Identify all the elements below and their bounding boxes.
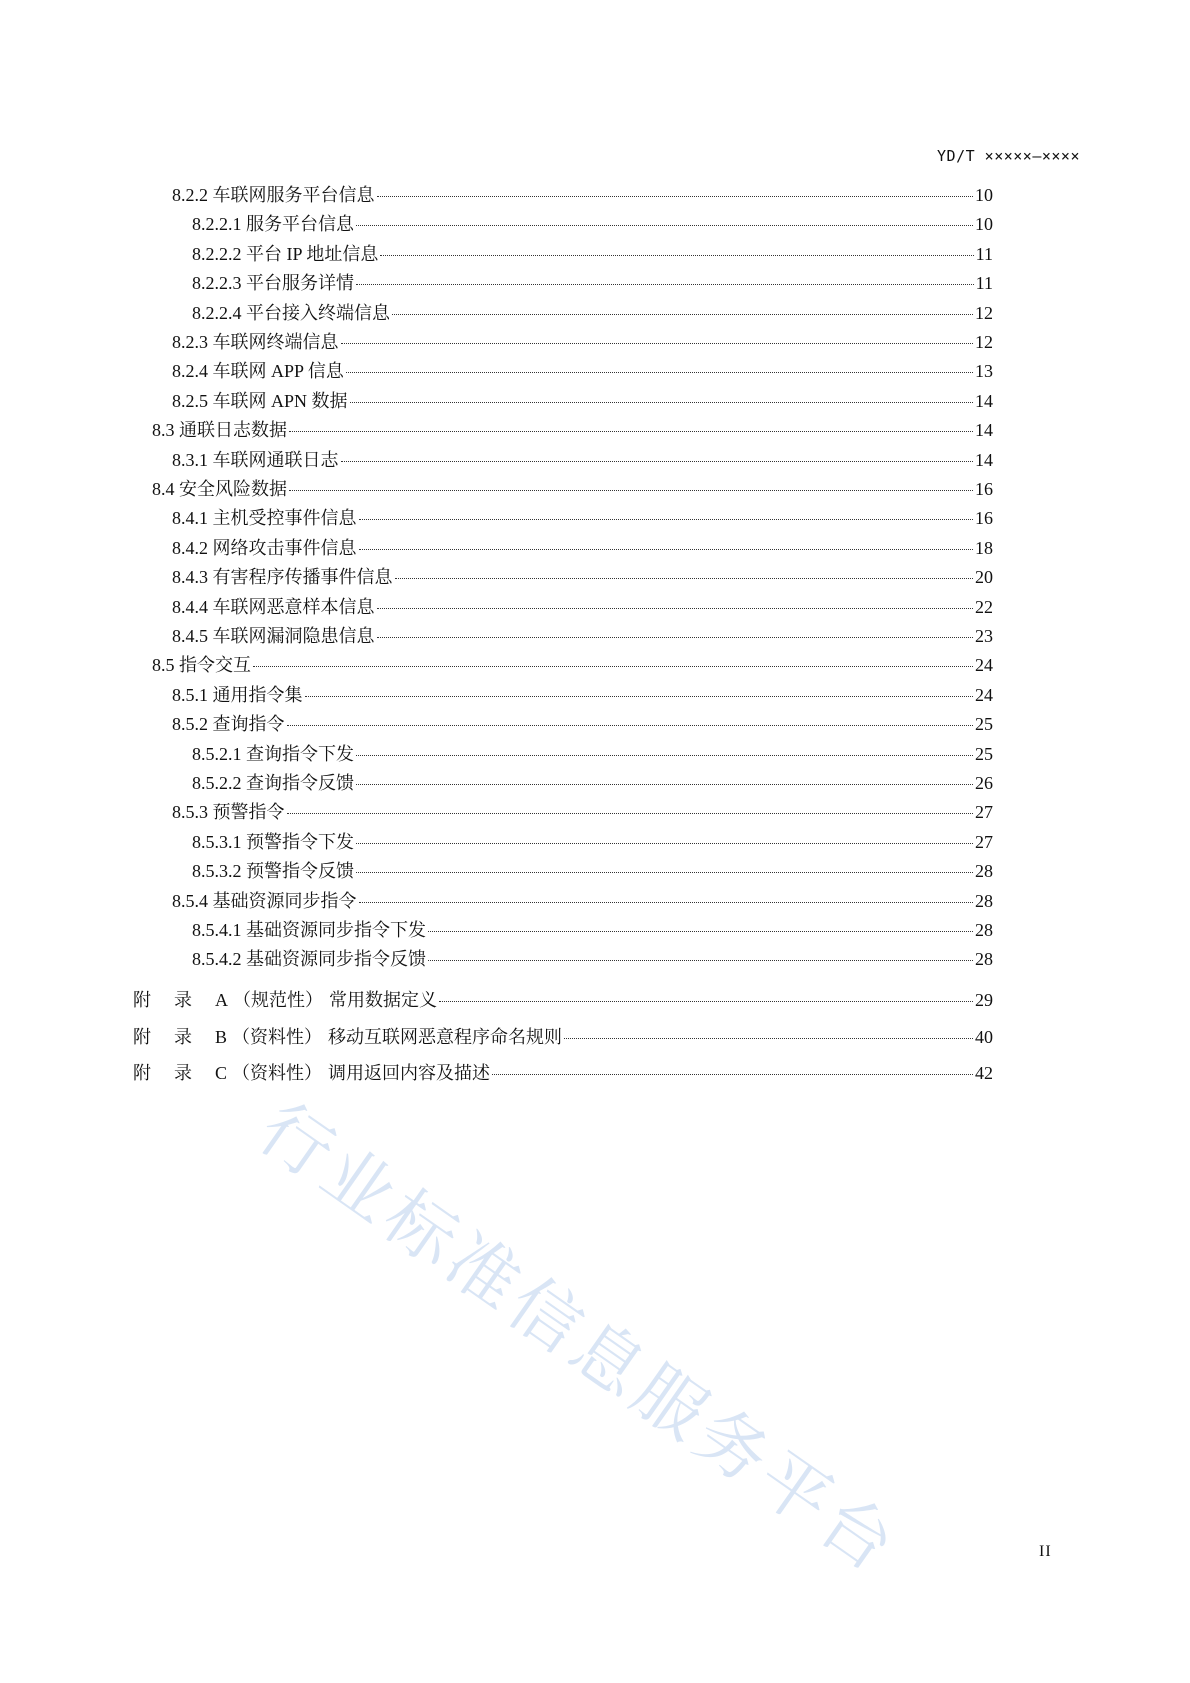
dot-leader: [341, 343, 974, 344]
dot-leader: [359, 519, 974, 520]
toc-entry-page: 16: [975, 508, 993, 529]
toc-entry[interactable]: [192, 769, 993, 800]
toc-appendix-page: 29: [975, 990, 993, 1010]
toc-appendix-page: 40: [975, 1027, 993, 1047]
toc-entry-page: 14: [975, 449, 993, 470]
toc-entry-label: 8.3 通联日志数据: [152, 420, 287, 441]
dot-leader: [356, 784, 973, 785]
toc-entry-label: 8.5.3 预警指令: [172, 802, 285, 823]
dot-leader: [492, 1074, 973, 1075]
toc-entry[interactable]: [192, 945, 993, 976]
toc-entry-label: 8.4.1 主机受控事件信息: [172, 508, 357, 529]
toc-entry[interactable]: [172, 328, 993, 359]
toc-entry[interactable]: [192, 828, 993, 859]
toc-entry-label: 8.2.2.1 服务平台信息: [192, 214, 354, 235]
dot-leader: [428, 931, 973, 932]
toc-entry-label: 8.5.2.2 查询指令反馈: [192, 773, 354, 793]
toc-entry-page: 24: [975, 684, 993, 705]
toc-entry[interactable]: [152, 651, 993, 682]
toc-entry-label: 8.2.2.4 平台接入终端信息: [192, 302, 390, 323]
toc-entry-label: 8.5.4.1 基础资源同步指令下发: [192, 920, 426, 940]
toc-entry-label: 8.2.3 车联网终端信息: [172, 332, 339, 352]
dot-leader: [439, 1001, 973, 1002]
toc-entry-label: 8.2.5 车联网 APN 数据: [172, 390, 348, 411]
toc-appendix-entry[interactable]: [133, 1023, 993, 1054]
appendix-prefix: 附: [133, 1027, 151, 1047]
toc-entry[interactable]: [172, 681, 993, 712]
toc-entry-page: 25: [975, 714, 993, 735]
dot-leader: [289, 431, 973, 432]
toc-entry-label: 8.2.4 车联网 APP 信息: [172, 361, 344, 382]
toc-entry-page: 25: [975, 743, 993, 764]
appendix-title: 常用数据定义: [329, 990, 437, 1010]
dot-leader: [305, 696, 974, 697]
dot-leader: [428, 960, 973, 961]
dot-leader: [356, 284, 974, 285]
appendix-letter: C: [215, 1063, 228, 1083]
toc-appendix-entry[interactable]: [133, 986, 993, 1017]
page-number: II: [1039, 1543, 1052, 1560]
dot-leader: [564, 1038, 973, 1039]
appendix-word: 录: [174, 1063, 192, 1083]
toc-appendix-label: [133, 1059, 490, 1085]
dot-leader: [341, 461, 974, 462]
toc-entry-page: 22: [975, 596, 993, 617]
dot-leader: [253, 666, 973, 667]
appendix-word: 录: [174, 1027, 192, 1047]
watermark: 行业标准信息服务平台: [244, 1087, 914, 1591]
appendix-nature: （资料性）: [232, 1027, 323, 1047]
toc-entry-page: 14: [975, 420, 993, 441]
toc-entry[interactable]: [172, 887, 993, 918]
toc-entry[interactable]: [192, 210, 993, 241]
dot-leader: [346, 372, 973, 373]
standard-code: YD/T ×××××—××××: [937, 147, 1080, 165]
toc-entry-page: 23: [975, 626, 993, 646]
toc-entry-label: 8.4 安全风险数据: [152, 479, 287, 499]
toc-appendix-page: 42: [975, 1063, 993, 1083]
toc-entry-label: 8.5.3.2 预警指令反馈: [192, 861, 354, 882]
toc-entry-page: 11: [975, 273, 993, 294]
toc-entry-label: 8.4.3 有害程序传播事件信息: [172, 567, 393, 588]
toc-entry[interactable]: [192, 240, 993, 271]
toc-entry[interactable]: [172, 798, 993, 829]
dot-leader: [356, 843, 973, 844]
toc-entry-label: 8.4.4 车联网恶意样本信息: [172, 596, 375, 617]
toc-entry-page: 16: [975, 479, 993, 499]
toc-entry-page: 24: [975, 655, 993, 676]
toc-entry-label: 8.3.1 车联网通联日志: [172, 449, 339, 470]
toc-entry-page: 28: [975, 890, 993, 911]
dot-leader: [377, 608, 974, 609]
dot-leader: [377, 637, 974, 638]
toc-entry-page: 12: [975, 332, 993, 352]
toc-entry-page: 14: [975, 390, 993, 411]
toc-entry-label: 8.2.2.2 平台 IP 地址信息: [192, 243, 379, 264]
toc-appendix-label: [133, 1023, 562, 1049]
toc-entry-page: 27: [975, 831, 993, 852]
appendix-title: 移动互联网恶意程序命名规则: [328, 1027, 563, 1047]
toc-entry[interactable]: [192, 857, 993, 888]
toc-entry[interactable]: [192, 740, 993, 771]
toc-appendix-entry[interactable]: [133, 1059, 993, 1090]
toc-entry[interactable]: [192, 269, 993, 300]
toc-entry-label: 8.4.2 网络攻击事件信息: [172, 537, 357, 558]
toc-entry-label: 8.5.2.1 查询指令下发: [192, 743, 354, 764]
toc-appendix-label: [133, 986, 437, 1012]
dot-leader: [359, 549, 974, 550]
toc-entry[interactable]: [172, 387, 993, 418]
toc-entry[interactable]: [172, 710, 993, 741]
toc-entry[interactable]: [172, 504, 993, 535]
toc-entry-page: 13: [975, 361, 993, 382]
toc-entry[interactable]: [192, 299, 993, 330]
dot-leader: [359, 902, 974, 903]
toc-entry-label: 8.5.4.2 基础资源同步指令反馈: [192, 949, 426, 970]
toc-entry-page: 26: [975, 773, 993, 793]
toc-entry-page: 18: [975, 537, 993, 558]
toc-entry[interactable]: [172, 593, 993, 624]
toc-entry-page: 28: [975, 920, 993, 940]
toc-entry-label: 8.5 指令交互: [152, 655, 251, 676]
dot-leader: [377, 196, 974, 197]
dot-leader: [356, 225, 973, 226]
toc-entry[interactable]: [172, 534, 993, 565]
appendix-letter: A: [215, 990, 228, 1010]
toc-entry-label: 8.5.3.1 预警指令下发: [192, 831, 354, 852]
toc-entry-label: 8.5.2 查询指令: [172, 714, 285, 735]
toc-entry-page: 28: [975, 861, 993, 882]
toc-entry-page: 20: [975, 567, 993, 588]
toc-entry-label: 8.4.5 车联网漏洞隐患信息: [172, 626, 375, 646]
appendix-nature: （规范性）: [233, 990, 323, 1010]
toc-entry[interactable]: [192, 916, 993, 947]
toc-entry-label: 8.2.2.3 平台服务详情: [192, 273, 354, 294]
dot-leader: [356, 872, 973, 873]
appendix-word: 录: [174, 990, 192, 1010]
appendix-prefix: 附: [133, 990, 151, 1010]
appendix-nature: （资料性）: [232, 1063, 323, 1083]
toc-entry-page: 28: [975, 949, 993, 970]
dot-leader: [380, 255, 973, 256]
toc-entry-page: 10: [975, 214, 993, 235]
toc-entry[interactable]: [172, 563, 993, 594]
appendix-prefix: 附: [133, 1063, 151, 1083]
toc-entry-label: 8.2.2 车联网服务平台信息: [172, 185, 375, 205]
dot-leader: [289, 490, 973, 491]
dot-leader: [356, 755, 973, 756]
toc-entry-page: 27: [975, 802, 993, 823]
toc-entry-label: 8.5.1 通用指令集: [172, 684, 303, 705]
toc-entry-page: 11: [975, 243, 993, 264]
dot-leader: [395, 578, 974, 579]
toc-entry[interactable]: [172, 357, 993, 388]
toc-entry-label: 8.5.4 基础资源同步指令: [172, 890, 357, 911]
toc-entry[interactable]: [172, 446, 993, 477]
dot-leader: [287, 725, 974, 726]
dot-leader: [392, 314, 973, 315]
appendix-letter: B: [215, 1027, 228, 1047]
dot-leader: [350, 402, 973, 403]
toc-entry[interactable]: [172, 181, 993, 212]
toc-entry-page: 10: [975, 185, 993, 205]
dot-leader: [287, 813, 974, 814]
appendix-title: 调用返回内容及描述: [328, 1063, 491, 1083]
toc-entry[interactable]: [152, 475, 993, 506]
toc-entry[interactable]: [152, 416, 993, 447]
toc-entry-page: 12: [975, 302, 993, 323]
toc-entry[interactable]: [172, 622, 993, 653]
